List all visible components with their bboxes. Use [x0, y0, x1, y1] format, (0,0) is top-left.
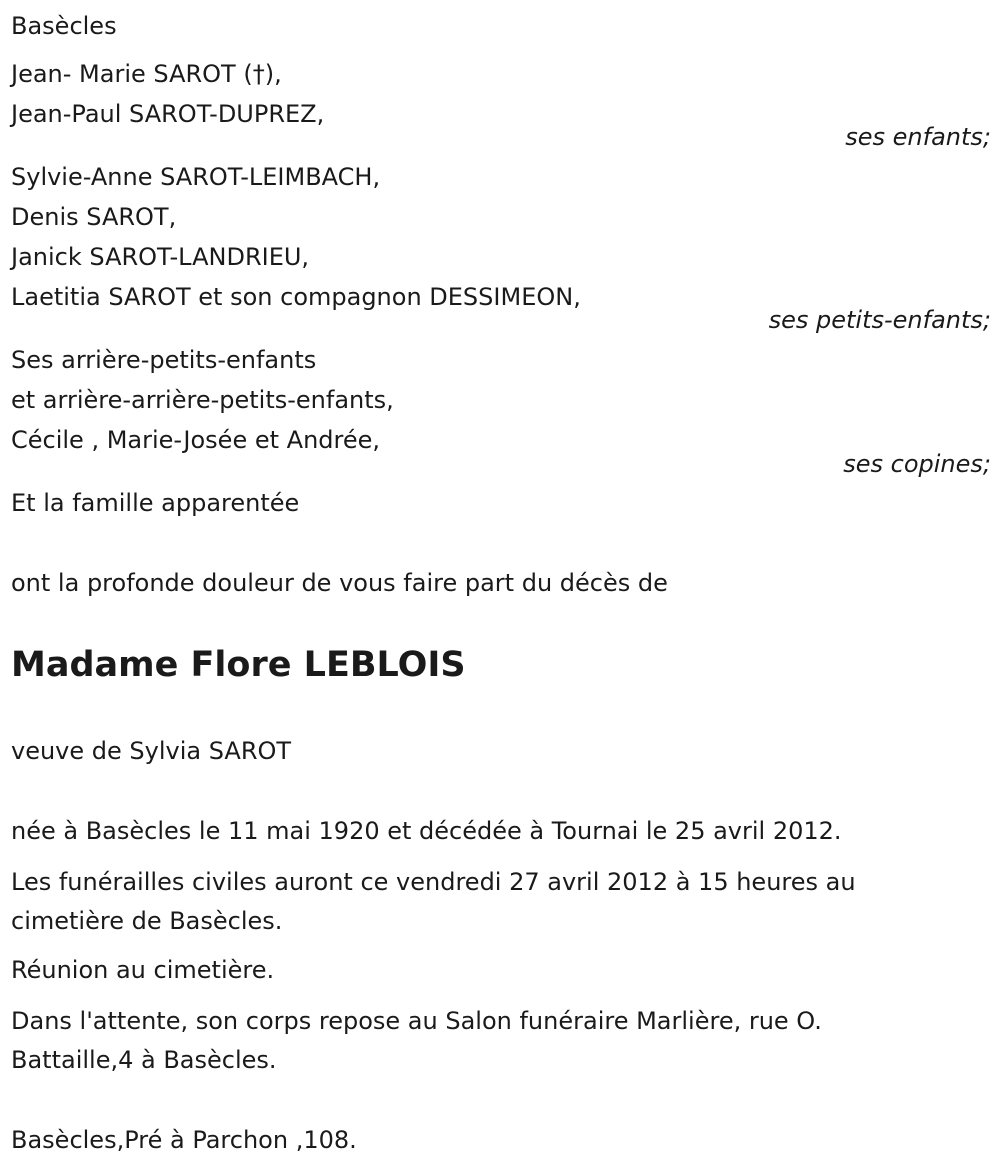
location-header: Basècles: [11, 12, 117, 40]
grandchild-name: Janick SAROT-LANDRIEU,: [11, 243, 310, 271]
child-name: Jean-Paul SAROT-DUPREZ,: [11, 100, 325, 128]
great-grandchildren-line: Ses arrière-petits-enfants: [11, 346, 317, 374]
funeral-line: cimetière de Basècles.: [11, 907, 283, 935]
widow-of: veuve de Sylvia SAROT: [11, 737, 292, 765]
great-grandchildren-line: et arrière-arrière-petits-enfants,: [11, 386, 394, 414]
address: Basècles,Pré à Parchon ,108.: [11, 1126, 357, 1154]
child-name: Jean- Marie SAROT (†),: [11, 60, 282, 88]
funeral-line: Les funérailles civiles auront ce vendredi 27 avril 2012 à 15 heures au: [11, 868, 856, 896]
grandchild-name: Laetitia SAROT et son compagnon DESSIMEON,: [11, 283, 581, 311]
grandchild-name: Denis SAROT,: [11, 203, 177, 231]
grandchild-name: Sylvie-Anne SAROT-LEIMBACH,: [11, 163, 381, 191]
rest-line: Battaille,4 à Basècles.: [11, 1046, 277, 1074]
role-children: ses enfants;: [845, 123, 991, 151]
family-line: Et la famille apparentée: [11, 489, 300, 517]
role-friends: ses copines;: [843, 450, 991, 478]
rest-line: Dans l'attente, son corps repose au Salon funéraire Marlière, rue O.: [11, 1007, 822, 1035]
role-grandchildren: ses petits-enfants;: [768, 306, 991, 334]
birth-death: née à Basècles le 11 mai 1920 et décédée à Tournai le 25 avril 2012.: [11, 817, 842, 845]
great-grandchildren-line: Cécile , Marie-Josée et Andrée,: [11, 426, 381, 454]
deceased-name: Madame Flore LEBLOIS: [11, 645, 466, 685]
meeting: Réunion au cimetière.: [11, 956, 275, 984]
announcement: ont la profonde douleur de vous faire part du décès de: [11, 569, 668, 597]
